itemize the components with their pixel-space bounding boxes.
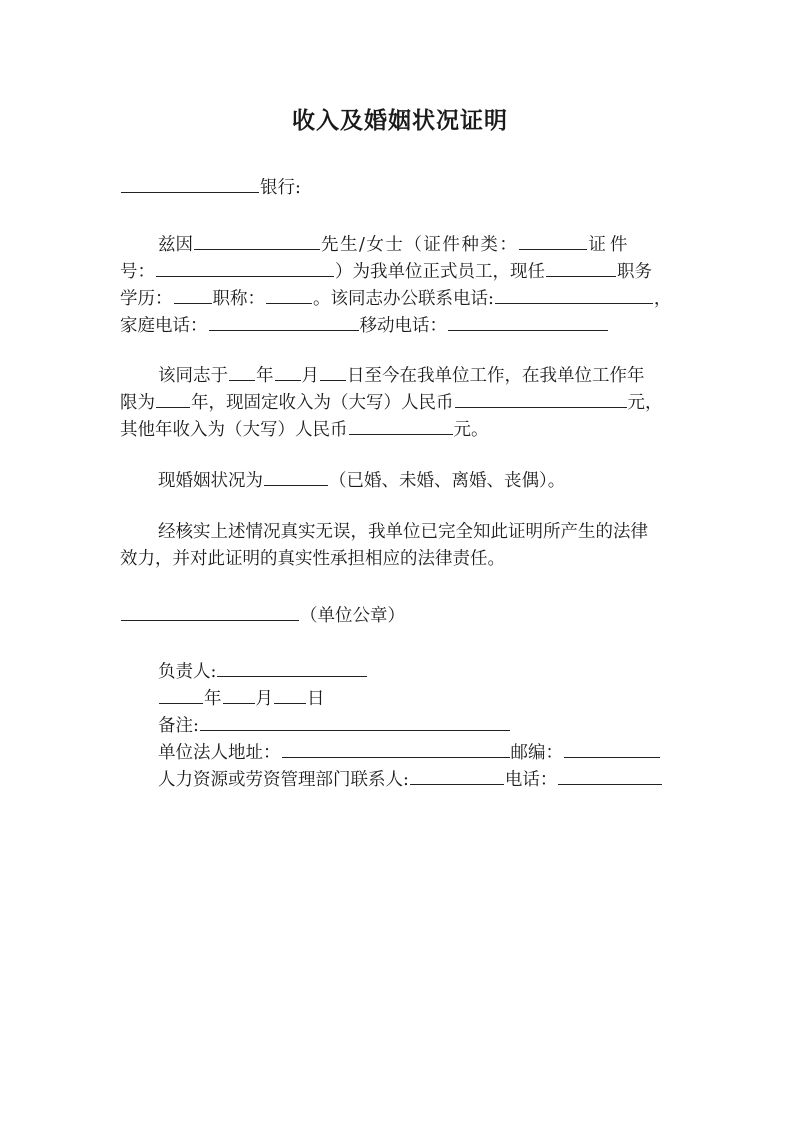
hr-contact-blank[interactable]: [410, 767, 504, 785]
start-month-blank[interactable]: [275, 363, 301, 381]
title-blank[interactable]: [266, 286, 312, 304]
postcode-blank[interactable]: [564, 740, 660, 758]
head-blank[interactable]: [217, 659, 367, 677]
p3-line: 现婚姻状况为 （已婚、未婚、离婚、丧偶）。: [158, 468, 565, 491]
sign-year-blank[interactable]: [159, 686, 203, 704]
education-blank[interactable]: [174, 286, 212, 304]
position-blank[interactable]: [546, 259, 616, 277]
hr-phone-blank[interactable]: [558, 767, 662, 785]
marital-status-blank[interactable]: [264, 468, 328, 486]
other-income-blank[interactable]: [349, 417, 453, 435]
mobile-phone-blank[interactable]: [448, 313, 608, 331]
id-type-blank[interactable]: [519, 232, 587, 250]
id-number-blank[interactable]: [156, 259, 334, 277]
head-line: 负责人:: [158, 659, 368, 682]
start-year-blank[interactable]: [229, 363, 255, 381]
sign-month-blank[interactable]: [223, 686, 255, 704]
bank-name-blank[interactable]: [121, 175, 259, 193]
p2-line1: 该同志于 年 月 日至今在我单位工作，在我单位工作年: [158, 363, 645, 386]
office-phone-blank[interactable]: [495, 286, 653, 304]
date-line: 年 月 日: [158, 686, 325, 709]
p1-line3: 学历： 职称： 。该同志办公联系电话: ，: [120, 286, 671, 309]
years-blank[interactable]: [156, 390, 190, 408]
home-phone-blank[interactable]: [209, 313, 359, 331]
p2-line2: 限为 年，现固定收入为（大写）人民币 元，: [120, 390, 663, 413]
document-title: 收入及婚姻状况证明: [292, 108, 508, 134]
note-line: 备注:: [158, 713, 511, 736]
address-blank[interactable]: [282, 740, 510, 758]
hr-line: 人力资源或劳资管理部门联系人: 电话：: [158, 767, 663, 790]
p1-line4: 家庭电话： 移动电话：: [120, 313, 609, 336]
address-line: 单位法人地址： 邮编：: [158, 740, 661, 763]
sign-day-blank[interactable]: [274, 686, 306, 704]
bank-line: 银行:: [120, 175, 301, 198]
p1-line1: 兹因 先生/女士（证件种类： 证件: [158, 232, 631, 255]
p1-line2: 号： ）为我单位正式员工，现任 职务: [120, 259, 652, 282]
p2-line3: 其他年收入为（大写）人民币 元。: [120, 417, 489, 440]
unit-name-blank[interactable]: [121, 603, 299, 621]
name-blank[interactable]: [194, 232, 320, 250]
p4-line2: 效力，并对此证明的真实性承担相应的法律责任。: [120, 549, 505, 569]
seal-line: （单位公章）: [120, 603, 405, 626]
fixed-income-blank[interactable]: [455, 390, 627, 408]
p4-line1: 经核实上述情况真实无误，我单位已完全知此证明所产生的法律: [158, 522, 648, 542]
start-day-blank[interactable]: [320, 363, 346, 381]
note-blank[interactable]: [200, 713, 510, 731]
